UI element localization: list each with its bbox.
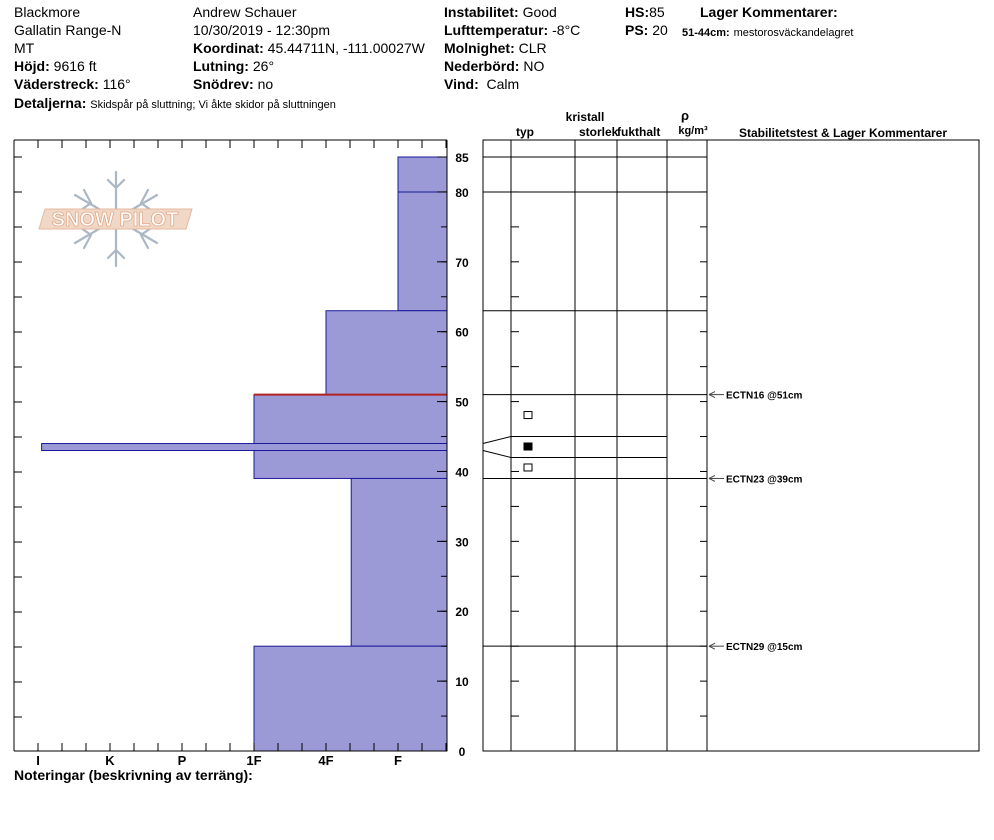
stability-header: Stabilitetstest & Lager Kommentarer <box>738 126 948 140</box>
hardness-layers <box>42 157 447 751</box>
precip-label: Nederbörd: <box>444 58 520 74</box>
range-name: Gallatin Range-N <box>14 22 122 38</box>
hardness-layer <box>254 646 447 751</box>
sky-label: Molnighet: <box>444 40 515 56</box>
hardness-tick-label: 4F <box>318 753 334 768</box>
depth-tick-label: 20 <box>455 605 469 620</box>
elevation-value: 9616 ft <box>53 58 97 74</box>
hardness-tick-label: K <box>105 753 115 768</box>
details-value: Skidspår på sluttning; Vi åkte skidor på sluttningen <box>90 99 336 111</box>
state-name: MT <box>14 40 35 56</box>
hardness-layer <box>351 478 447 646</box>
slope-label: Lutning: <box>193 58 249 74</box>
stability-value: Good <box>522 4 557 20</box>
drift-label: Snödrev: <box>193 76 254 92</box>
moisture-header: fukthalt <box>617 125 661 139</box>
slope-value: 26° <box>252 58 275 74</box>
hardness-layer <box>254 395 447 444</box>
snowpilot-logo <box>39 172 192 266</box>
hardness-layer <box>42 444 447 451</box>
airtemp-value: -8°C <box>552 22 581 38</box>
type-header: typ <box>516 125 534 139</box>
coord-label: Koordinat: <box>193 40 264 56</box>
hardness-layer <box>398 157 447 311</box>
stability-test-label: ECTN16 @51cm <box>726 390 803 402</box>
hardness-layer <box>254 451 447 479</box>
density-unit-header: kg/m³ <box>678 125 708 137</box>
sky-value: CLR <box>518 40 547 56</box>
depth-tick-label: 40 <box>455 465 469 480</box>
observer-name: Andrew Schauer <box>193 4 297 20</box>
crystal-open-square-icon <box>524 464 532 471</box>
drift-value: no <box>257 76 274 92</box>
details-label: Detaljerna: <box>14 95 87 111</box>
coord-value: 45.44711N, -111.00027W <box>267 40 425 56</box>
logo-text: SNOW PILOT <box>51 209 179 231</box>
hardness-tick-label: F <box>394 753 402 768</box>
stability-label: Instabilitet: <box>444 4 519 20</box>
airtemp-label: Lufttemperatur: <box>444 22 549 38</box>
precip-value: NO <box>523 58 545 74</box>
observation-datetime: 10/30/2019 - 12:30pm <box>193 22 330 38</box>
depth-tick-label: 50 <box>455 395 469 410</box>
hardness-tick-label: I <box>36 753 40 768</box>
depth-tick-label: 30 <box>455 535 469 550</box>
connector-line <box>483 437 511 444</box>
hs-value: 85 <box>649 4 665 20</box>
depth-tick-label: 80 <box>455 185 469 200</box>
crystal-open-square-icon <box>524 412 532 419</box>
layer-comment-text: mestorosväckandelagret <box>733 27 854 39</box>
depth-tick-label: 60 <box>455 325 469 340</box>
table-frame <box>483 140 979 751</box>
location-name: Blackmore <box>14 4 81 20</box>
hardness-layer <box>326 311 447 395</box>
hardness-tick-label: 1F <box>246 753 262 768</box>
hardness-tick-label: P <box>177 753 187 768</box>
depth-tick-label: 70 <box>455 255 469 270</box>
depth-tick-label: 10 <box>455 675 469 690</box>
aspect-label: Väderstreck: <box>14 76 99 92</box>
connector-line <box>483 451 511 458</box>
aspect-value: 116° <box>102 76 131 92</box>
stability-test-label: ECTN23 @39cm <box>726 474 803 486</box>
elevation-label: Höjd: <box>14 58 50 74</box>
depth-tick-label: 0 <box>458 745 466 759</box>
layer-comment-depth: 51-44cm: <box>682 27 730 39</box>
crystal-header: kristall <box>565 110 605 124</box>
crystal-filled-square-icon <box>524 443 532 450</box>
ps-value: 20 <box>652 22 668 38</box>
layer-table <box>483 140 979 751</box>
layer-comments-label: Lager Kommentarer: <box>700 4 838 20</box>
notes-label: Noteringar (beskrivning av terräng): <box>14 767 253 783</box>
size-header: storlek <box>579 125 619 139</box>
wind-label: Vind: <box>444 76 479 92</box>
rho-header: ρ <box>680 108 690 123</box>
depth-tick-label: 85 <box>455 151 469 165</box>
wind-value: Calm <box>486 76 520 92</box>
hs-label: HS: <box>625 4 650 20</box>
stability-test-label: ECTN29 @15cm <box>726 642 803 654</box>
ps-label: PS: <box>625 22 649 38</box>
